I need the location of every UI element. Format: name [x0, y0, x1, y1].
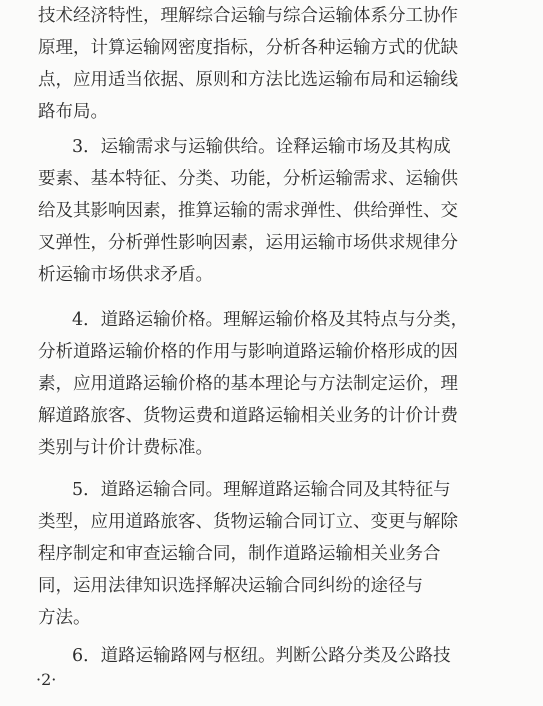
text-line: 类别与计价计费标准。	[38, 438, 213, 458]
text-line: 析运输市场供求矛盾。	[38, 265, 213, 285]
text-line: 给及其影响因素，推算运输的需求弹性、供给弹性、交	[38, 201, 458, 221]
text-line: 要素、基本特征、分类、功能，分析运输需求、运输供	[38, 169, 458, 189]
section-heading-5: 5．道路运输合同。理解道路运输合同及其特征与	[72, 480, 451, 500]
section-heading-3: 3．运输需求与运输供给。诠释运输市场及其构成	[72, 137, 451, 157]
text-line: 素，应用道路运输价格的基本理论与方法制定运价，理	[38, 374, 458, 394]
page-number: ·2·	[36, 670, 57, 689]
text-line: 方法。	[38, 608, 91, 628]
text-line: 点，应用适当依据、原则和方法比选运输布局和运输线	[38, 70, 458, 90]
text-line: 原理，计算运输网密度指标，分析各种运输方式的优缺	[38, 38, 458, 58]
text-line: 路布局。	[38, 102, 108, 122]
text-line: 分析道路运输价格的作用与影响道路运输价格形成的因	[38, 342, 458, 362]
text-line: 类型，应用道路旅客、货物运输合同订立、变更与解除	[38, 512, 458, 532]
section-heading-4: 4．道路运输价格。理解运输价格及其特点与分类，	[72, 310, 469, 330]
text-line: 程序制定和审查运输合同，制作道路运输相关业务合	[38, 544, 441, 564]
section-heading-6: 6．道路运输路网与枢纽。判断公路分类及公路技	[72, 646, 451, 666]
text-line: 叉弹性，分析弹性影响因素，运用运输市场供求规律分	[38, 233, 458, 253]
text-line: 同，运用法律知识选择解决运输合同纠纷的途径与	[38, 576, 423, 596]
text-line: 解道路旅客、货物运费和道路运输相关业务的计价计费	[38, 406, 458, 426]
text-line: 技术经济特性，理解综合运输与综合运输体系分工协作	[38, 6, 458, 26]
